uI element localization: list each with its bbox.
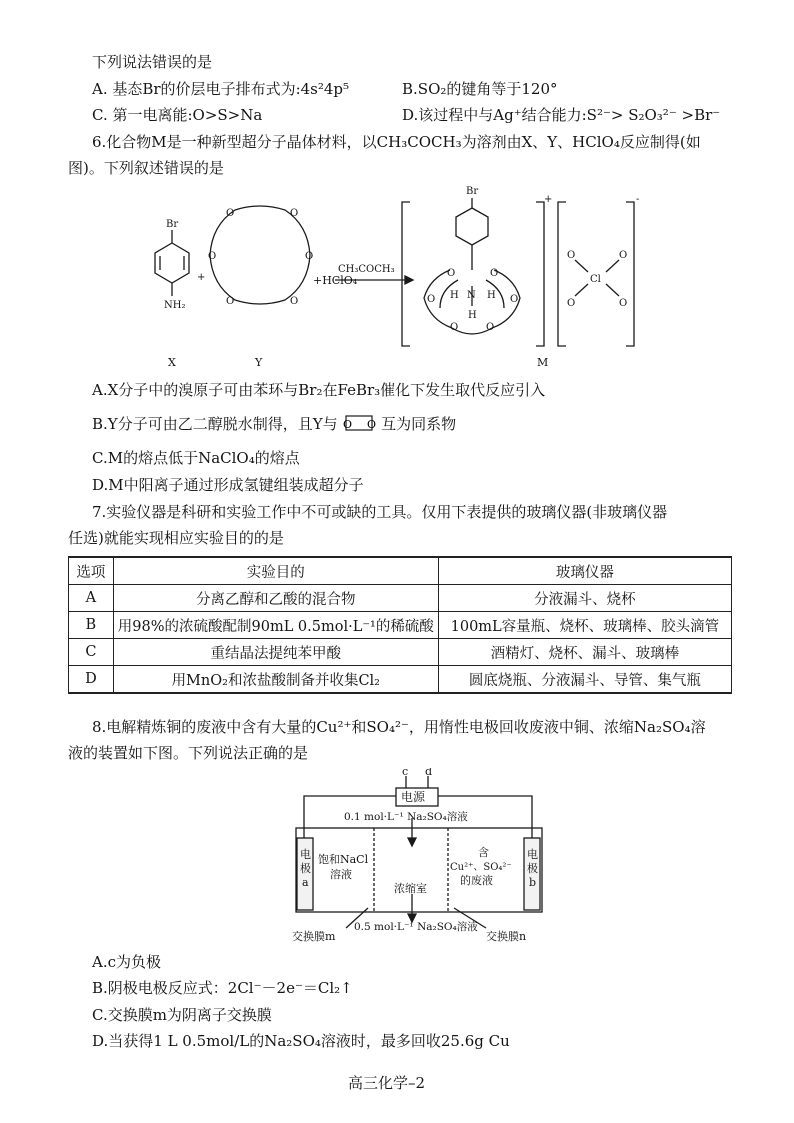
x-nh2-label: NH₂: [164, 300, 186, 311]
q7-table: [68, 556, 732, 694]
table-cell: 100mL容量瓶、烧杯、玻璃棒、胶头滴管: [438, 612, 731, 639]
m-h-3: H: [468, 310, 477, 321]
perchlorate-cl: Cl: [590, 274, 601, 285]
table-cell: D: [69, 666, 114, 694]
q6-stem-line2: 图)。下列叙述错误的是: [68, 159, 224, 177]
y-o-6: O: [290, 296, 299, 307]
dioxane-ring-icon: [342, 414, 376, 432]
m-h-1: H: [450, 290, 459, 301]
label-y: Y: [255, 356, 263, 369]
q8-electrolysis-figure: [288, 768, 560, 946]
right-solution-label-1: 含: [478, 846, 489, 859]
q5-stem: 下列说法错误的是: [92, 53, 213, 71]
top-solution-label: 0.1 mol·L⁻¹ Na₂SO₄溶液: [344, 811, 468, 823]
q5-option-d: D.该过程中与Ag⁺结合能力:S²⁻> S₂O₃²⁻ >Br⁻: [402, 106, 721, 124]
table-header: 选项: [69, 557, 114, 585]
y-o-5: O: [226, 296, 235, 307]
table-row: [69, 666, 732, 694]
table-cell: C: [69, 639, 114, 666]
label-x: X: [168, 356, 176, 369]
q8-option-b: B.阴极电极反应式：2Cl⁻－2e⁻＝Cl₂↑: [92, 979, 353, 997]
q6-option-b: [92, 414, 456, 434]
m-n: N: [467, 290, 476, 301]
q6-option-b-pre: B.Y分子可由乙二醇脱水制得，且Y与: [92, 415, 338, 433]
concentration-chamber-label: 浓缩室: [394, 882, 427, 895]
electrode-b-label-1: 电: [527, 848, 538, 861]
table-row: [69, 639, 732, 666]
m-o-6: O: [486, 322, 495, 333]
q8-option-c: C.交换膜m为阴离子交换膜: [92, 1006, 272, 1024]
perchlorate-o-4: O: [619, 298, 628, 309]
table-header: 玻璃仪器: [438, 557, 731, 585]
table-cell: 分离乙醇和乙酸的混合物: [113, 585, 438, 612]
q6-option-c: C.M的熔点低于NaClO₄的熔点: [92, 449, 300, 467]
left-solution-label-1: 饱和NaCl: [318, 853, 369, 866]
q5-option-b: B.SO₂的键角等于120°: [402, 80, 558, 98]
left-solution-label-2: 溶液: [330, 868, 352, 881]
right-solution-label-2: Cu²⁺、SO₄²⁻: [450, 862, 512, 873]
membrane-n-label: 交换膜n: [486, 930, 527, 943]
y-o-1: O: [226, 208, 235, 219]
table-cell: A: [69, 585, 114, 612]
m-o-1: O: [447, 268, 456, 279]
plus-sign: +: [197, 272, 206, 283]
m-o-3: O: [427, 294, 436, 305]
anion-charge: -: [636, 194, 640, 205]
electrode-a-label-2: 极: [300, 862, 311, 875]
table-header: 实验目的: [113, 557, 438, 585]
terminal-d: d: [425, 768, 433, 778]
solvent-label: CH₃COCH₃: [338, 264, 395, 275]
table-cell: 重结晶法提纯苯甲酸: [113, 639, 438, 666]
table-cell: B: [69, 612, 114, 639]
right-solution-label-3: 的废液: [460, 874, 493, 887]
perchlorate-o-1: O: [567, 250, 576, 261]
electrode-b-label-3: b: [529, 876, 537, 889]
q8-option-d: D.当获得1 L 0.5mol/L的Na₂SO₄溶液时，最多回收25.6g Cu: [92, 1032, 510, 1050]
bottom-solution-label: 0.5 mol·L⁻¹ Na₂SO₄溶液: [354, 921, 478, 933]
table-cell: 用98%的浓硫酸配制90mL 0.5mol·L⁻¹的稀硫酸: [113, 612, 438, 639]
q8-option-a: A.c为负极: [92, 953, 162, 971]
m-benzene-ring: [456, 208, 488, 245]
q5-option-a: A. 基态Br的价层电子排布式为:4s²4p⁵: [92, 80, 350, 98]
table-cell: 用MnO₂和浓盐酸制备并收集Cl₂: [113, 666, 438, 694]
page-footer: 高三化学–2: [348, 1074, 426, 1092]
y-o-3: O: [208, 251, 217, 262]
membrane-m-label: 交换膜m: [292, 930, 336, 943]
q7-stem-line1: 7.实验仪器是科研和实验工作中不可或缺的工具。仅用下表提供的玻璃仪器(非玻璃仪器: [92, 503, 668, 521]
perchlorate-o-2: O: [619, 250, 628, 261]
cation-charge: +: [544, 194, 553, 205]
table-cell: 分液漏斗、烧杯: [438, 585, 731, 612]
terminal-c: c: [402, 768, 409, 778]
m-o-2: O: [490, 268, 499, 279]
electrode-a-label-1: 电: [300, 848, 311, 861]
y-o-2: O: [290, 208, 299, 219]
q5-option-c: C. 第一电离能:O>S>Na: [92, 106, 263, 124]
y-o-4: O: [305, 251, 314, 262]
m-o-5: O: [450, 322, 459, 333]
perchlorate-o-3: O: [567, 298, 576, 309]
q6-reaction-figure: [140, 180, 660, 375]
table-cell: 圆底烧瓶、分液漏斗、导管、集气瓶: [438, 666, 731, 694]
q6-stem-line1: 6.化合物M是一种新型超分子晶体材料，以CH₃COCH₃为溶剂由X、Y、HClO₄反应制得(如: [92, 133, 701, 151]
q6-option-b-post: 互为同系物: [381, 415, 457, 433]
table-row: [69, 585, 732, 612]
q6-option-d: D.M中阳离子通过形成氢键组装成超分子: [92, 476, 364, 494]
m-o-4: O: [510, 294, 519, 305]
y-crown-ether-ring: [210, 206, 310, 304]
m-h-2: H: [487, 290, 496, 301]
electrode-b-label-2: 极: [527, 862, 538, 875]
power-label: 电源: [401, 790, 426, 804]
plus-hclo4: +HClO₄: [313, 274, 358, 287]
q8-stem-line2: 液的装置如下图。下列说法正确的是: [68, 744, 309, 762]
table-cell: 酒精灯、烧杯、漏斗、玻璃棒: [438, 639, 731, 666]
x-br-label: Br: [166, 219, 179, 230]
electrode-a-label-3: a: [302, 876, 309, 889]
svg-text:O: O: [343, 418, 353, 431]
m-br-label: Br: [466, 186, 479, 197]
q6-option-a: A.X分子中的溴原子可由苯环与Br₂在FeBr₃催化下发生取代反应引入: [92, 381, 546, 399]
table-row: [69, 612, 732, 639]
q8-stem-line1: 8.电解精炼铜的废液中含有大量的Cu²⁺和SO₄²⁻，用惰性电极回收废液中铜、浓缩Na₂SO₄溶: [92, 718, 706, 736]
svg-text:O: O: [367, 418, 377, 431]
q7-stem-line2: 任选)就能实现相应实验目的的是: [68, 529, 284, 547]
label-m: M: [537, 356, 549, 369]
